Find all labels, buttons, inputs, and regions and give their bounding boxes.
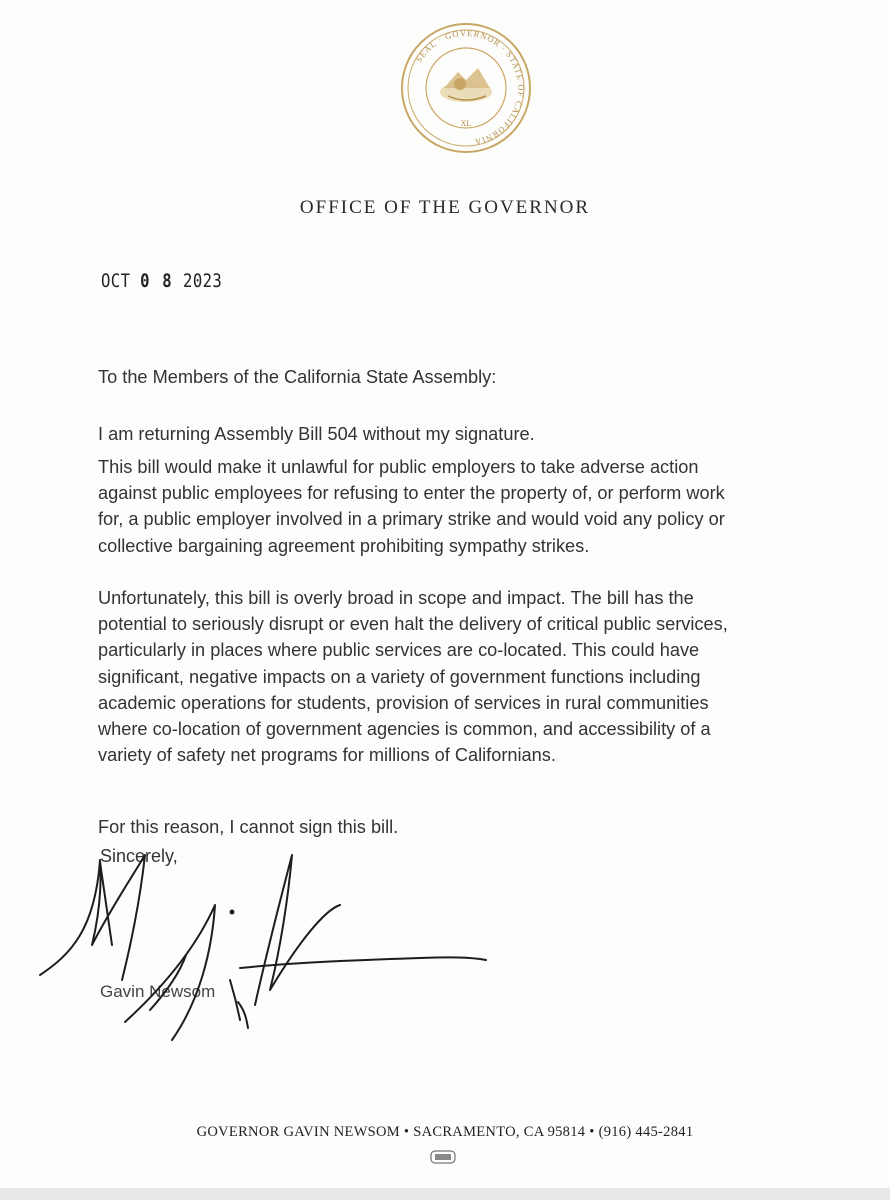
paragraph-line: collective bargaining agreement prohibiting sympathy strikes. (98, 535, 590, 556)
paragraph-line: against public employees for refusing to enter the property of, or perform work (98, 483, 725, 504)
union-bug-icon (430, 1150, 456, 1164)
svg-text:XL: XL (460, 119, 472, 128)
date-month: OCT (101, 270, 131, 292)
date-year: 2023 (183, 270, 223, 292)
paragraph-line: where co-location of government agencies is common, and accessibility of a (98, 719, 711, 740)
paragraph-line: particularly in places where public services are co-located. This could have (98, 640, 700, 661)
letterhead-footer: GOVERNOR GAVIN NEWSOM • SACRAMENTO, CA 95814 • (916) 445-2841 (196, 1124, 694, 1140)
paragraph-1: I am returning Assembly Bill 504 without my signature. (98, 424, 535, 445)
closing-line: For this reason, I cannot sign this bill. (98, 817, 399, 838)
signatory-name: Gavin Newsom (100, 982, 216, 1001)
page-bottom-edge (0, 1188, 890, 1200)
date-stamp (101, 270, 222, 292)
date-day: 0 8 (140, 270, 174, 292)
paragraph-line: potential to seriously disrupt or even halt the delivery of critical public services, (98, 614, 728, 635)
paragraph-3 (98, 585, 818, 768)
svg-text:SEAL · GOVERNOR · STATE OF CAL: SEAL · GOVERNOR · STATE OF CALIFORNIA (413, 27, 527, 148)
paragraph-2 (98, 454, 818, 559)
salutation: To the Members of the California State Assembly: (98, 367, 497, 388)
paragraph-line: This bill would make it unlawful for public employers to take adverse action (98, 457, 699, 477)
paragraph-line: academic operations for students, provision of services in rural communities (98, 692, 709, 713)
state-seal-icon (400, 22, 532, 154)
paragraph-line: for, a public employer involved in a primary strike and would void any policy or (98, 509, 725, 530)
paragraph-line: variety of safety net programs for millions of Californians. (98, 745, 556, 766)
office-title: OFFICE OF THE GOVERNOR (299, 197, 591, 218)
sign-off: Sincerely, (100, 846, 178, 866)
paragraph-line: significant, negative impacts on a variety of government functions including (98, 666, 701, 687)
paragraph-line: Unfortunately, this bill is overly broad in scope and impact. The bill has the (98, 588, 694, 608)
